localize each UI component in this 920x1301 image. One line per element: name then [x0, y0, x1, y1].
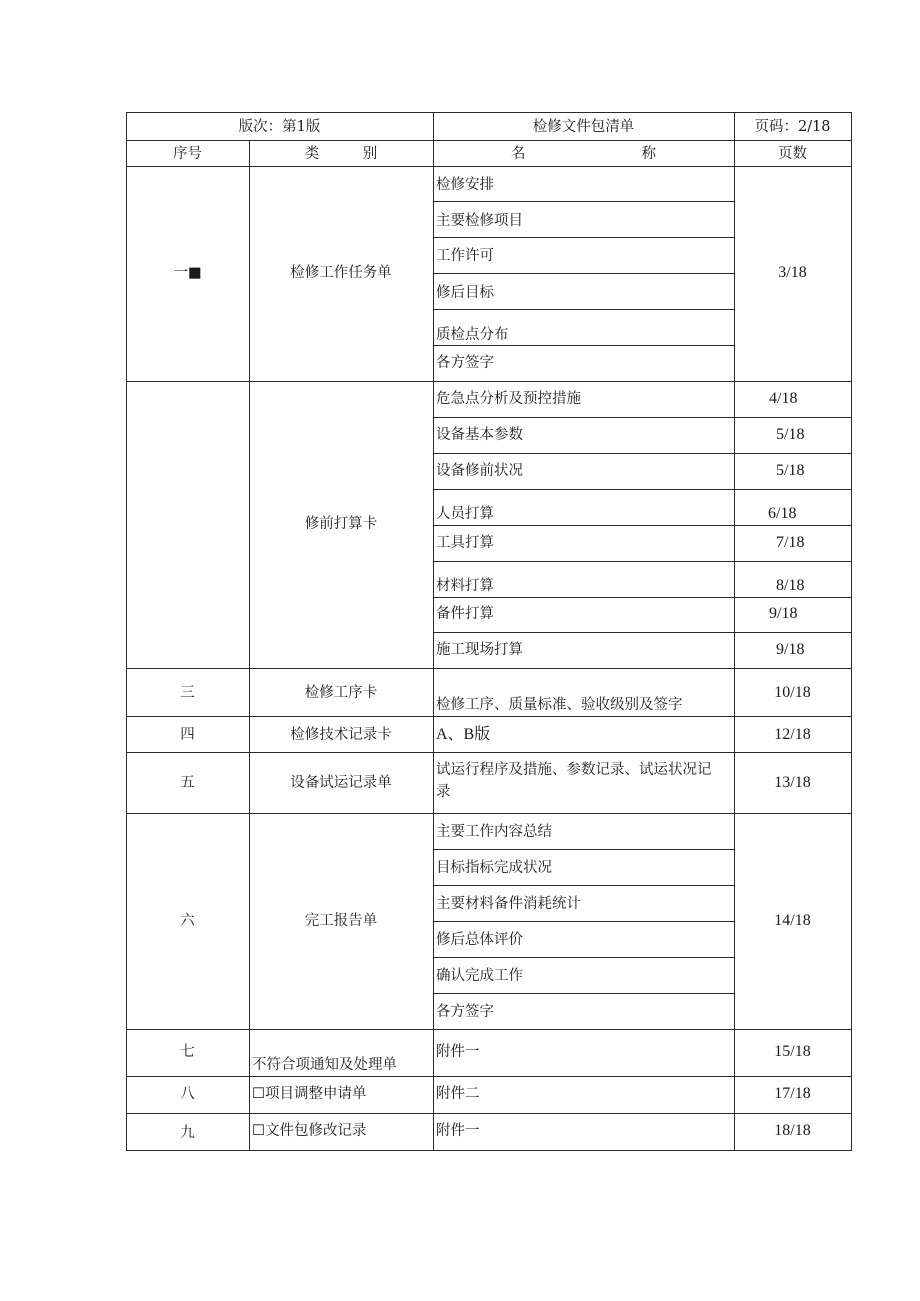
list-item: 设备基本参数 — [436, 427, 523, 443]
table-border-bottom — [126, 1150, 852, 1151]
sub-row-line — [433, 237, 734, 238]
section-category: 检修技术记录卡 — [290, 727, 392, 743]
sub-row-line — [433, 561, 852, 562]
row-line — [126, 813, 852, 814]
page-code: 页码：2/18 — [754, 119, 831, 135]
sub-row-line — [433, 993, 734, 994]
list-item: 检修工序、质量标准、验收级别及签字 — [436, 697, 683, 713]
section-category: ☐文件包修改记录 — [252, 1123, 367, 1139]
row-line — [126, 140, 852, 141]
sub-row-line — [433, 453, 852, 454]
row-line — [126, 716, 852, 717]
sub-row-line — [433, 345, 734, 346]
item-pages: 5/18 — [776, 462, 805, 479]
section-pages: 3/18 — [778, 264, 807, 281]
sub-row-line — [433, 201, 734, 202]
item-pages: 5/18 — [776, 426, 805, 443]
list-item: 工具打算 — [436, 535, 494, 551]
list-item: 附件一 — [436, 1123, 480, 1139]
document-title: 检修文件包清单 — [532, 119, 635, 135]
list-item: 录 — [436, 784, 451, 800]
sub-row-line — [433, 309, 734, 310]
item-pages: 4/18 — [769, 390, 798, 407]
section-seq: 四 — [180, 727, 195, 743]
list-item: 危急点分析及预控措施 — [436, 391, 581, 407]
sub-row-line — [433, 417, 852, 418]
row-line — [126, 1076, 852, 1077]
item-pages: 9/18 — [769, 605, 798, 622]
list-item: 检修安排 — [436, 177, 494, 193]
list-item: 材料打算 — [436, 578, 494, 594]
sub-row-line — [433, 597, 852, 598]
sub-row-line — [433, 885, 734, 886]
section-pages: 14/18 — [774, 912, 811, 929]
column-header-category: 类 别 — [304, 146, 378, 162]
sub-row-line — [433, 957, 734, 958]
column-header-pages: 页数 — [778, 146, 807, 162]
list-item: 修后总体评价 — [436, 932, 523, 948]
section-seq: 六 — [180, 913, 195, 929]
sub-row-line — [433, 525, 852, 526]
section-pages: 13/18 — [774, 774, 811, 791]
list-item: 各方签字 — [436, 1004, 494, 1020]
section-pages: 17/18 — [774, 1085, 811, 1102]
item-pages: 8/18 — [776, 577, 805, 594]
list-item: 修后目标 — [436, 285, 494, 301]
row-line — [126, 1113, 852, 1114]
list-item: 备件打算 — [436, 606, 494, 622]
column-header-seq: 序号 — [173, 146, 202, 162]
section-seq: 一■ — [173, 265, 202, 281]
row-line — [126, 668, 852, 669]
sub-row-line — [433, 921, 734, 922]
sub-row-line — [433, 849, 734, 850]
list-item: 试运行程序及措施、参数记录、试运状况记 — [436, 762, 712, 778]
section-category: 检修工作任务单 — [290, 265, 392, 281]
list-item: 主要检修项目 — [436, 213, 523, 229]
list-item: 各方签字 — [436, 355, 494, 371]
section-category: 不符合项通知及处理单 — [252, 1057, 397, 1073]
section-seq: 九 — [180, 1125, 195, 1141]
section-seq: 八 — [180, 1086, 195, 1102]
row-line — [126, 752, 852, 753]
sub-row-line — [433, 273, 734, 274]
section-category: 完工报告单 — [304, 913, 378, 929]
list-item: 主要材料备件消耗统计 — [436, 896, 581, 912]
row-line — [126, 166, 852, 167]
list-item: 确认完成工作 — [436, 968, 523, 984]
row-line — [126, 381, 852, 382]
sub-row-line — [433, 489, 852, 490]
list-item: 施工现场打算 — [436, 642, 523, 658]
table-border-top — [126, 112, 852, 113]
list-item: 工作许可 — [436, 248, 494, 264]
list-item: 附件一 — [436, 1044, 480, 1060]
list-item: 主要工作内容总结 — [436, 824, 552, 840]
section-category: 检修工序卡 — [304, 685, 378, 701]
section-category: ☐项目调整申请单 — [252, 1086, 367, 1102]
section-category: 设备试运记录单 — [290, 775, 392, 791]
list-item: 设备修前状况 — [436, 463, 523, 479]
section-pages: 10/18 — [774, 684, 811, 701]
section-seq: 五 — [180, 775, 195, 791]
list-item: 人员打算 — [436, 506, 494, 522]
edition-label: 版次：第1版 — [238, 119, 321, 135]
row-line — [126, 1029, 852, 1030]
item-pages: 9/18 — [776, 641, 805, 658]
sub-row-line — [433, 632, 852, 633]
section-category: 修前打算卡 — [304, 516, 378, 532]
list-item: A、B版 — [436, 726, 491, 743]
list-item: 附件二 — [436, 1086, 480, 1102]
list-item: 质检点分布 — [436, 327, 509, 343]
list-item: 目标指标完成状况 — [436, 860, 552, 876]
item-pages: 6/18 — [768, 505, 797, 522]
column-header-name: 名 称 — [511, 146, 656, 162]
section-pages: 15/18 — [774, 1043, 811, 1060]
column-divider-1 — [249, 140, 250, 1151]
item-pages: 7/18 — [776, 534, 805, 551]
section-seq: 三 — [180, 685, 195, 701]
section-pages: 18/18 — [774, 1122, 811, 1139]
section-pages: 12/18 — [774, 726, 811, 743]
section-seq: 七 — [180, 1044, 195, 1060]
